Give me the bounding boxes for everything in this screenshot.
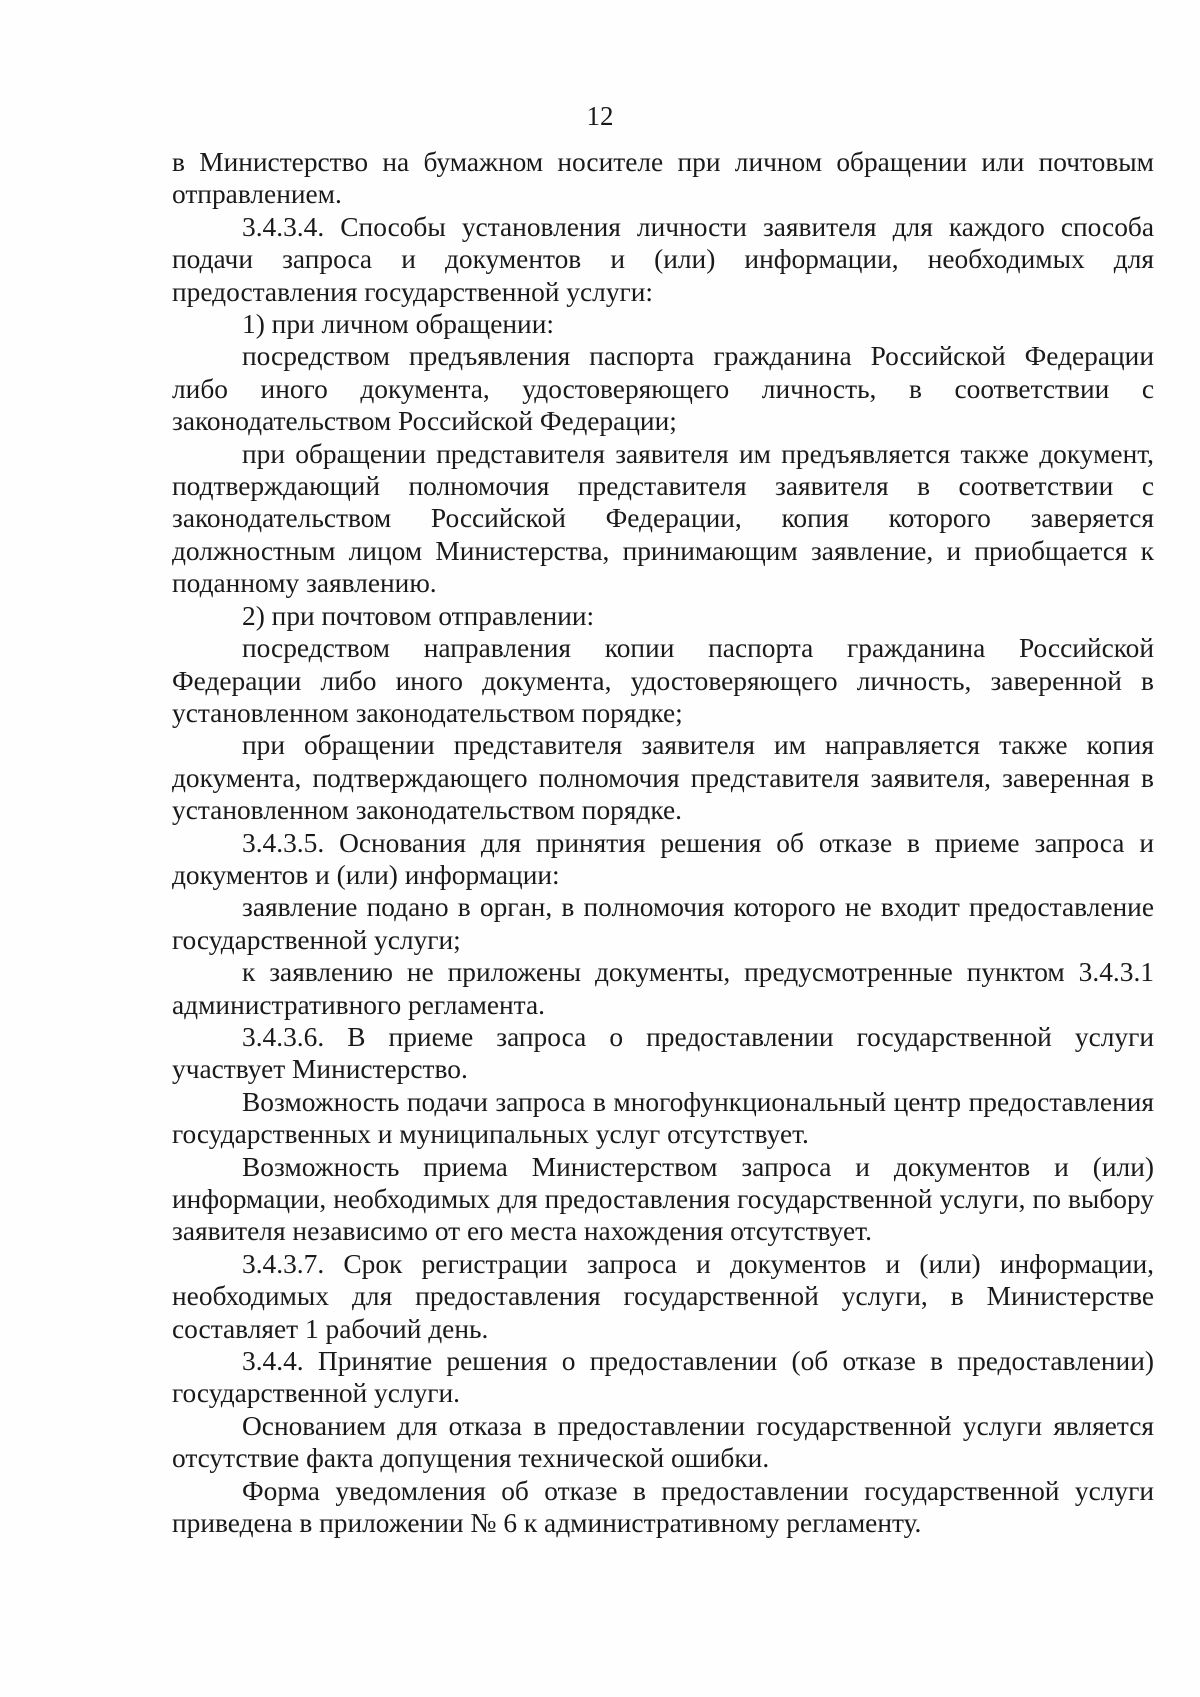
- paragraph-passport-copy: посредством направления копии паспорта гражданина Российской Федерации либо иного документа, удостоверяющего личность, заверенной в установленном законодательством порядке;: [172, 633, 1154, 728]
- paragraph-3-4-3-7: 3.4.3.7. Срок регистрации запроса и документов и (или) информации, необходимых для предоставления государственной услуги, в Министерстве составляет 1 рабочий день.: [172, 1248, 1154, 1344]
- paragraph-postal-delivery: 2) при почтовом отправлении:: [242, 600, 595, 631]
- document-body: [172, 146, 1154, 1539]
- paragraph-missing-documents: к заявлению не приложены документы, предусмотренные пунктом 3.4.3.1 административного регламента.: [172, 957, 1154, 1020]
- paragraph-refusal-form: Форма уведомления об отказе в предоставлении государственной услуги приведена в приложении № 6 к административному регламенту.: [172, 1475, 1154, 1539]
- paragraph-3-4-3-5: 3.4.3.5. Основания для принятия решения об отказе в приеме запроса и документов и (или) информации:: [172, 827, 1154, 890]
- paragraph-passport-presentation: посредством предъявления паспорта гражданина Российской Федерации либо иного документа, удостоверяющего личность, в соответствии с законодательством Российской Федерации;: [172, 341, 1154, 437]
- paragraph-representative-visit: при обращении представителя заявителя им предъявляется также документ, подтверждающий полномочия представителя заявителя в соответствии с законодательством Российской Федерации, копия которого заверяется должностным лицом Министерства, принимающим заявление, и приобщается к поданному заявлению.: [172, 438, 1154, 599]
- paragraph-mfc-unavailable: Возможность подачи запроса в многофункциональный центр предоставления государственных и муниципальных услуг отсутствует.: [172, 1086, 1154, 1150]
- paragraph-continuation: в Министерство на бумажном носителе при личном обращении или почтовым отправлением.: [172, 147, 1154, 210]
- paragraph-3-4-3-4: 3.4.3.4. Способы установления личности заявителя для каждого способа подачи запроса и документов и (или) информации, необходимых для предоставления государственной услуги:: [172, 211, 1154, 307]
- page-number: 12: [586, 101, 614, 131]
- paragraph-refusal-grounds: Основанием для отказа в предоставлении государственной услуги является отсутствие факта допущения технической ошибки.: [172, 1410, 1154, 1474]
- paragraph-3-4-3-6: 3.4.3.6. В приеме запроса о предоставлении государственной услуги участвует Министерство.: [172, 1021, 1154, 1085]
- paragraph-representative-postal: при обращении представителя заявителя им направляется также копия документа, подтверждающего полномочия представителя заявителя, заверенная в установленном законодательством порядке.: [172, 730, 1154, 826]
- paragraph-wrong-authority: заявление подано в орган, в полномочия которого не входит предоставление государственной услуги;: [172, 892, 1154, 955]
- paragraph-personal-visit: 1) при личном обращении:: [242, 309, 554, 340]
- paragraph-3-4-4: 3.4.4. Принятие решения о предоставлении (об отказе в предоставлении) государственной услуги.: [172, 1346, 1154, 1409]
- paragraph-extraterritorial: Возможность приема Министерством запроса и документов и (или) информации, необходимых для предоставления государственной услуги, по выбору заявителя независимо от его места нахождения отсутствует.: [172, 1151, 1154, 1247]
